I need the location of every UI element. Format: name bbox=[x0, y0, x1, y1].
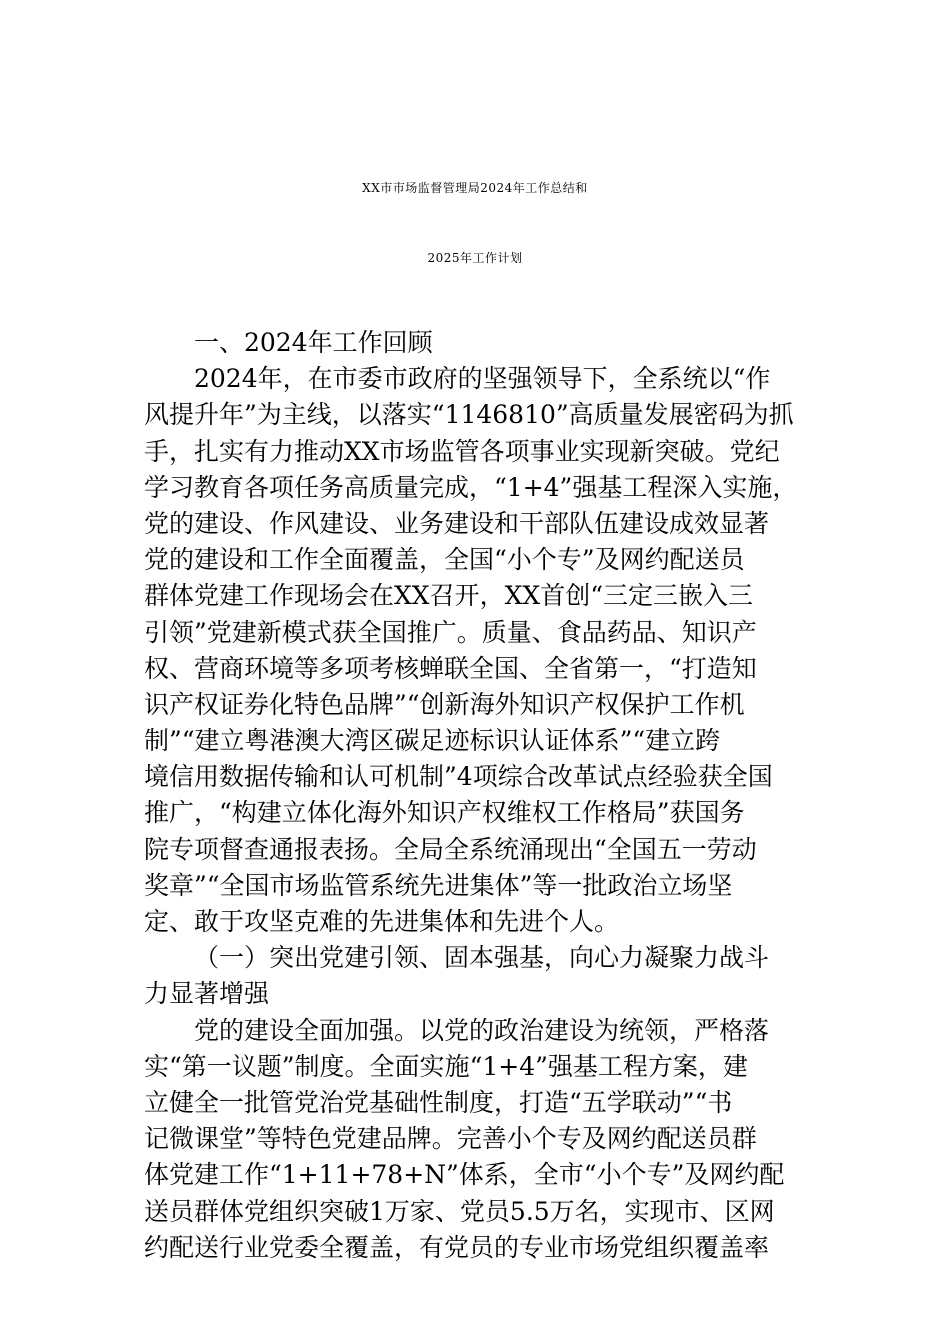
document-title-line-1: XX市市场监督管理局2024年工作总结和 bbox=[362, 181, 588, 195]
section-heading: 一、2024年工作回顾 bbox=[194, 328, 433, 357]
paragraph-line: 识产权证券化特色品牌”“创新海外知识产权保护工作机 bbox=[144, 689, 745, 719]
paragraph-line: 党的建设和工作全面覆盖，全国“小个专”及网约配送员 bbox=[144, 545, 745, 575]
paragraph-line: 2024年，在市委市政府的坚强领导下，全系统以“作 bbox=[194, 364, 771, 394]
document-title-line-2: 2025年工作计划 bbox=[427, 251, 523, 265]
paragraph-line: 体党建工作“1+11+78+N”体系，全市“小个专”及网约配 bbox=[144, 1160, 785, 1190]
paragraph-line: 院专项督查通报表扬。全局全系统涌现出“全国五一劳动 bbox=[144, 834, 757, 864]
paragraph-line: 约配送行业党委全覆盖，有党员的专业市场党组织覆盖率 bbox=[144, 1232, 770, 1262]
subsection-heading: （一）突出党建引领、固本强基，向心力凝聚力战斗 bbox=[194, 943, 770, 973]
paragraph-line: 立健全一批管党治党基础性制度，打造“五学联动”“书 bbox=[144, 1087, 733, 1117]
subsection-heading-continued: 力显著增强 bbox=[144, 979, 270, 1009]
paragraph-line: 手，扎实有力推动XX市场监管各项事业实现新突破。党纪 bbox=[144, 436, 780, 466]
paragraph-line: 党的建设、作风建设、业务建设和干部队伍建设成效显著 bbox=[144, 508, 770, 538]
paragraph-line: 权、营商环境等多项考核蝉联全国、全省第一，“打造知 bbox=[144, 653, 757, 683]
paragraph-line: 境信用数据传输和认可机制”4项综合改革试点经验获全国 bbox=[144, 762, 773, 792]
paragraph-line: 风提升年”为主线，以落实“1146810”高质量发展密码为抓 bbox=[144, 400, 794, 430]
paragraph-line: 定、敢于攻坚克难的先进集体和先进个人。 bbox=[144, 907, 620, 936]
paragraph-line: 引领”党建新模式获全国推广。质量、食品药品、知识产 bbox=[144, 617, 757, 647]
paragraph-line: 学习教育各项任务高质量完成，“1+4”强基工程深入实施， bbox=[144, 472, 798, 502]
paragraph-line: 实“第一议题”制度。全面实施“1+4”强基工程方案，建 bbox=[144, 1051, 748, 1081]
paragraph-line: 送员群体党组织突破1万家、党员5.5万名，实现市、区网 bbox=[144, 1196, 775, 1226]
paragraph-line: 记微课堂”等特色党建品牌。完善小个专及网约配送员群 bbox=[144, 1124, 757, 1154]
document-body bbox=[144, 325, 810, 1266]
paragraph-line: 群体党建工作现场会在XX召开，XX首创“三定三嵌入三 bbox=[144, 581, 753, 611]
paragraph-line: 制”“建立粤港澳大湾区碳足迹标识认证体系”“建立跨 bbox=[144, 726, 721, 756]
paragraph-line: 党的建设全面加强。以党的政治建设为统领，严格落 bbox=[194, 1015, 770, 1045]
paragraph-line: 推广，“构建立体化海外知识产权维权工作格局”获国务 bbox=[144, 798, 745, 828]
paragraph-line: 奖章”“全国市场监管系统先进集体”等一批政治立场坚 bbox=[144, 870, 733, 900]
